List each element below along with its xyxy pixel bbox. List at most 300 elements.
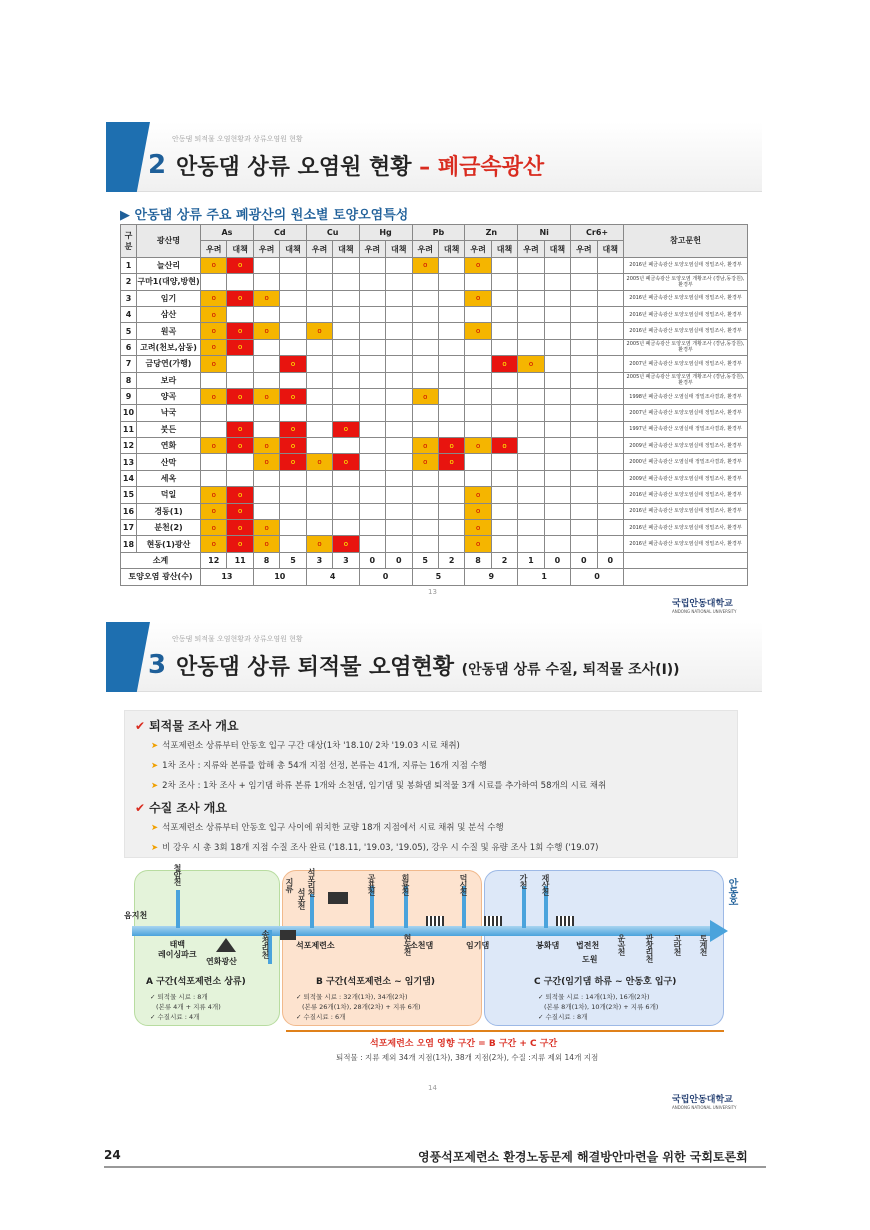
university-logo [672,1092,737,1110]
empty-cell [386,536,412,552]
subheader-cell: 우려 [253,241,279,257]
empty-cell [253,470,279,486]
countermeasure-marker: o [333,454,359,470]
empty-cell [544,421,570,437]
label-yujicheon: 음지천 [124,911,148,920]
table-row [121,438,748,454]
subheader-cell: 우려 [306,241,332,257]
empty-cell [438,257,464,273]
empty-cell [333,503,359,519]
factory-icon [280,930,296,940]
empty-cell [438,405,464,421]
empty-cell [571,274,597,290]
empty-cell [518,339,544,355]
slide-header [106,622,762,692]
empty-cell [571,388,597,404]
empty-cell [227,274,253,290]
empty-cell [386,438,412,454]
row-number: 9 [121,388,137,404]
empty-cell [359,372,385,388]
empty-cell [465,405,491,421]
title-small: (안동댐 상류 수질, 퇴적물 조사(I)) [461,662,680,678]
factory-icon [328,892,348,904]
subtotal-value: 12 [201,552,227,568]
zone-b-line: ✓ 퇴적물 시료 : 32개(1차), 34개(2차) [296,993,408,1001]
mine-name: 보라 [137,372,201,388]
empty-cell [359,306,385,322]
empty-cell [571,520,597,536]
zone-b-line: ✓ 수질시료 : 6개 [296,1013,346,1021]
concern-marker: o [253,520,279,536]
empty-cell [544,405,570,421]
table-row [121,339,748,355]
empty-cell [280,290,306,306]
empty-cell [438,520,464,536]
empty-cell [201,405,227,421]
empty-cell [544,339,570,355]
reference-cell: 2005년 폐금속광산 토양오염 개황조사 (경남,동강원), 환경부 [624,339,748,355]
label-seokpo-smelter: 석포제련소 [296,941,335,950]
overview-item [151,821,504,833]
mine-name: 금당연(가행) [137,356,201,372]
header-element: Cd [253,225,306,241]
concern-marker: o [518,356,544,372]
reference-cell: 1997년 폐금속광산 오염실태 정밀조사결과, 환경부 [624,421,748,437]
arrow-icon: ➤ [151,761,159,771]
empty-cell [359,405,385,421]
countermeasure-marker: o [491,438,517,454]
item-text: 1차 조사 : 지류와 본류를 합해 총 54개 지점 선정, 본류는 41개, 지류는 16개 지점 수행 [162,761,487,771]
row-number: 12 [121,438,137,454]
empty-cell [518,290,544,306]
header-reference: 참고문헌 [624,225,748,258]
logo-text: 국립안동대학교 [672,1095,733,1105]
row-number: 7 [121,356,137,372]
empty-cell [597,388,623,404]
mine-name: 분천(2) [137,520,201,536]
heading-text: 퇴적물 조사 개요 [149,719,239,733]
empty-cell [359,323,385,339]
reference-cell: 2016년 폐금속광산 토양오염실태 정밀조사, 환경부 [624,323,748,339]
countermeasure-marker: o [227,438,253,454]
subheader-cell: 우려 [518,241,544,257]
empty-cell [491,323,517,339]
subheader-cell: 대책 [597,241,623,257]
arrow-icon: ➤ [151,823,159,833]
empty-cell [253,339,279,355]
table-row [121,536,748,552]
subtotal-value: 3 [306,552,332,568]
empty-cell [571,421,597,437]
header-mine: 광산명 [137,225,201,258]
label-togyecheon: 토계천 [699,934,708,955]
table-row [121,503,748,519]
empty-cell [571,306,597,322]
empty-cell [306,290,332,306]
empty-cell [544,388,570,404]
empty-cell [280,372,306,388]
countermeasure-marker: o [333,421,359,437]
empty-cell [491,520,517,536]
countermeasure-marker: o [227,520,253,536]
empty-cell [412,356,438,372]
empty-cell [306,372,332,388]
sediment-survey-heading [135,717,239,734]
row-number: 13 [121,454,137,470]
mine-name: 낙국 [137,405,201,421]
empty-cell [438,487,464,503]
empty-cell [491,372,517,388]
empty-cell [253,487,279,503]
empty-cell [544,257,570,273]
concern-marker: o [306,454,332,470]
survey-overview-box [124,710,738,858]
countermeasure-marker: o [280,454,306,470]
concern-marker: o [253,323,279,339]
countermeasure-marker: o [227,323,253,339]
row-number: 11 [121,421,137,437]
empty-cell [571,290,597,306]
empty-cell [518,405,544,421]
row-number: 6 [121,339,137,355]
empty-cell [412,520,438,536]
arrow-icon: ➤ [151,781,159,791]
empty-cell [306,405,332,421]
empty-cell [491,470,517,486]
empty-cell [597,438,623,454]
countermeasure-marker: o [227,487,253,503]
empty-cell [280,405,306,421]
table-subtitle: ▶ 안동댐 상류 주요 폐광산의 원소별 토양오염특성 [120,208,409,223]
empty-cell [597,470,623,486]
row-number: 2 [121,274,137,290]
empty-cell [306,257,332,273]
zone-b-title: B 구간(석포제련소 ~ 임기댐) [316,977,435,987]
empty-cell [359,290,385,306]
empty-cell [306,421,332,437]
empty-cell [571,372,597,388]
concern-marker: o [201,438,227,454]
mine-name: 임기 [137,290,201,306]
empty-cell [438,388,464,404]
empty-cell [571,405,597,421]
concern-marker: o [201,339,227,355]
reference-cell: 2016년 폐금속광산 토양오염실태 정밀조사, 환경부 [624,536,748,552]
empty-cell [597,257,623,273]
empty-cell [438,421,464,437]
empty-cell [571,356,597,372]
empty-cell [280,470,306,486]
empty-cell [386,274,412,290]
empty-cell [518,372,544,388]
empty-cell [544,520,570,536]
concern-marker: o [253,536,279,552]
overview-item [151,779,606,791]
empty-cell [253,274,279,290]
subheader-cell: 우려 [359,241,385,257]
mine-name: 구마1(대양,방현) [137,274,201,290]
concern-marker: o [201,503,227,519]
empty-cell [306,356,332,372]
slide-title [176,150,544,181]
concern-marker: o [201,536,227,552]
empty-cell [386,339,412,355]
header-element: Zn [465,225,518,241]
zone-c-title: C 구간(임기댐 하류 ~ 안동호 입구) [534,977,677,987]
reference-cell: 2016년 폐금속광산 토양오염실태 정밀조사, 환경부 [624,520,748,536]
polluted-mines-value: 4 [306,569,359,585]
empty-cell [306,388,332,404]
label-seokpocheon: 석포천 [297,888,306,909]
reference-cell: 2016년 폐금속광산 토양오염실태 정밀조사, 환경부 [624,306,748,322]
concern-marker: o [412,454,438,470]
table-row [121,470,748,486]
concern-marker: o [201,257,227,273]
title-main: 안동댐 상류 오염원 현황 [176,155,420,180]
empty-cell [201,454,227,470]
empty-cell [597,405,623,421]
empty-cell [518,536,544,552]
empty-cell [544,503,570,519]
empty-cell [518,421,544,437]
header-element: Cr6+ [571,225,624,241]
empty-cell [465,274,491,290]
empty-cell [306,503,332,519]
label-hoeryongcheon: 회룡천 [401,874,410,895]
label-cheoramcheon: 철암천 [173,864,182,885]
empty-cell [333,372,359,388]
table-row [121,520,748,536]
university-logo [672,596,737,614]
label-imgi-dam: 임기댐 [466,941,490,950]
subheader-cell: 대책 [544,241,570,257]
subtotal-value: 0 [359,552,385,568]
empty-cell [465,421,491,437]
mine-icon [216,938,236,952]
subheader-cell: 대책 [491,241,517,257]
concern-marker: o [306,536,332,552]
concern-marker: o [412,438,438,454]
concern-marker: o [201,306,227,322]
empty-cell [386,306,412,322]
concern-marker: o [465,503,491,519]
section-number: 2 [148,150,167,180]
concern-marker: o [201,290,227,306]
empty-cell [333,290,359,306]
table-row [121,356,748,372]
subheader-cell: 대책 [438,241,464,257]
empty-cell [518,274,544,290]
item-text: 석포제련소 상류부터 안동호 입구 구간 대상(1차 '18.10/ 2차 '19.03 시료 채취) [162,741,460,751]
label-deoksincheon: 덕신천 [459,874,468,895]
sample-summary: 퇴적물 : 지류 제외 34개 지점(1차), 38개 지점(2차), 수질 :지류 제외 14개 지점 [336,1053,599,1062]
arrow-icon: ➤ [151,741,159,751]
empty-cell [280,503,306,519]
empty-cell [359,274,385,290]
subtotal-value: 5 [412,552,438,568]
empty-cell [571,323,597,339]
mine-name: 산막 [137,454,201,470]
countermeasure-marker: o [333,536,359,552]
subtotal-value: 3 [333,552,359,568]
empty-cell [333,356,359,372]
empty-cell [491,421,517,437]
zone-a-line: ✓ 수질시료 : 4개 [150,1013,200,1021]
table-row [121,290,748,306]
empty-cell [386,520,412,536]
table-row [121,372,748,388]
label-gacheon: 가천 [519,874,528,888]
mine-name: 양곡 [137,388,201,404]
concern-marker: o [253,388,279,404]
empty-cell [491,274,517,290]
table-row [121,405,748,421]
reference-cell: 2009년 폐금속광산 토양오염실태 정밀조사, 환경부 [624,470,748,486]
section-number: 3 [148,650,167,680]
label-yeonhwa-mine: 연화광산 [206,957,237,966]
header-subtitle: 안동댐 퇴적물 오염현황과 상류오염원 현황 [172,135,303,143]
empty-cell [280,274,306,290]
empty-cell [544,438,570,454]
empty-cell [333,274,359,290]
empty-cell [491,487,517,503]
empty-cell [386,372,412,388]
empty-cell [333,405,359,421]
empty-cell [412,405,438,421]
empty-cell [465,356,491,372]
empty-cell [359,536,385,552]
label-ungokcheon: 운곡천 [617,934,626,955]
header-tab-shape [106,622,150,692]
reference-cell: 2005년 폐금속광산 토양오염 개황조사 (경남,동강원), 환경부 [624,372,748,388]
empty-cell [386,421,412,437]
concern-marker: o [412,257,438,273]
empty-cell [412,323,438,339]
river-section-map [120,864,760,1094]
empty-cell [624,569,748,585]
dam-icon [556,916,574,926]
empty-cell [253,257,279,273]
subheader-cell: 대책 [386,241,412,257]
empty-cell [412,470,438,486]
empty-cell [359,470,385,486]
mine-name: 현동(1)광산 [137,536,201,552]
item-text: 석포제련소 상류부터 안동호 입구 사이에 위치한 교량 18개 지점에서 시료 채취 및 분석 수행 [162,823,504,833]
countermeasure-marker: o [227,290,253,306]
concern-marker: o [253,454,279,470]
empty-cell [201,274,227,290]
countermeasure-marker: o [280,356,306,372]
logo-subtext: ANDONG NATIONAL UNIVERSITY [672,609,737,614]
empty-cell [571,339,597,355]
empty-cell [597,503,623,519]
row-number: 10 [121,405,137,421]
concern-marker: o [201,520,227,536]
subtotal-value: 0 [386,552,412,568]
subheader-cell: 대책 [333,241,359,257]
row-number: 1 [121,257,137,273]
empty-cell [359,454,385,470]
polluted-mines-value: 5 [412,569,465,585]
subtotal-row [121,552,748,568]
empty-cell [253,306,279,322]
label-bonghwa-dam: 봉화댐 [536,941,560,950]
empty-cell [465,306,491,322]
empty-cell [306,339,332,355]
header-element: Hg [359,225,412,241]
empty-cell [280,536,306,552]
subtotal-value: 0 [571,552,597,568]
subtotal-value: 11 [227,552,253,568]
empty-cell [386,388,412,404]
empty-cell [280,323,306,339]
label-gongpyocheon: 공표천 [367,874,376,895]
label-goracheon: 고라천 [673,934,682,955]
mine-name: 덕일 [137,487,201,503]
subtotal-label: 소계 [121,552,201,568]
reference-cell: 2005년 폐금속광산 토양오염 개황조사 (경남,동강원), 환경부 [624,274,748,290]
empty-cell [253,405,279,421]
empty-cell [386,405,412,421]
overview-item [151,759,487,771]
empty-cell [280,257,306,273]
empty-cell [412,339,438,355]
footer-rule [104,1166,766,1168]
countermeasure-marker: o [438,438,464,454]
empty-cell [571,536,597,552]
empty-cell [280,520,306,536]
header-tab-shape [106,122,150,192]
concern-marker: o [201,323,227,339]
reference-cell: 2007년 폐금속광산 토양오염실태 정밀조사, 환경부 [624,356,748,372]
countermeasure-marker: o [227,257,253,273]
concern-marker: o [201,388,227,404]
empty-cell [597,487,623,503]
label-hyeondongcheon: 현동천 [403,934,412,955]
empty-cell [201,470,227,486]
empty-cell [386,290,412,306]
polluted-mines-value: 10 [253,569,306,585]
zone-c-line: ✓ 수질시료 : 8개 [538,1013,588,1021]
zone-c-line: (본류 8개(1차), 10개(2차) + 지류 6개) [544,1003,659,1011]
reference-cell: 2016년 폐금속광산 토양오염실태 정밀조사, 환경부 [624,487,748,503]
empty-cell [412,503,438,519]
concern-marker: o [465,487,491,503]
empty-cell [227,356,253,372]
empty-cell [571,438,597,454]
mine-name: 경동(1) [137,503,201,519]
check-icon: ✔ [135,801,146,815]
countermeasure-marker: o [438,454,464,470]
empty-cell [412,421,438,437]
empty-cell [491,290,517,306]
mine-pollution-table [120,224,748,586]
empty-cell [518,438,544,454]
reference-cell: 2007년 폐금속광산 토양오염실태 정밀조사, 환경부 [624,405,748,421]
empty-cell [518,323,544,339]
empty-cell [333,438,359,454]
countermeasure-marker: o [227,421,253,437]
mine-name: 삼산 [137,306,201,322]
empty-cell [386,323,412,339]
empty-cell [544,323,570,339]
empty-cell [597,356,623,372]
reference-cell: 2016년 폐금속광산 토양오염실태 정밀조사, 환경부 [624,257,748,273]
mine-name: 연화 [137,438,201,454]
empty-cell [253,356,279,372]
subheader-cell: 대책 [280,241,306,257]
header-element: Ni [518,225,571,241]
